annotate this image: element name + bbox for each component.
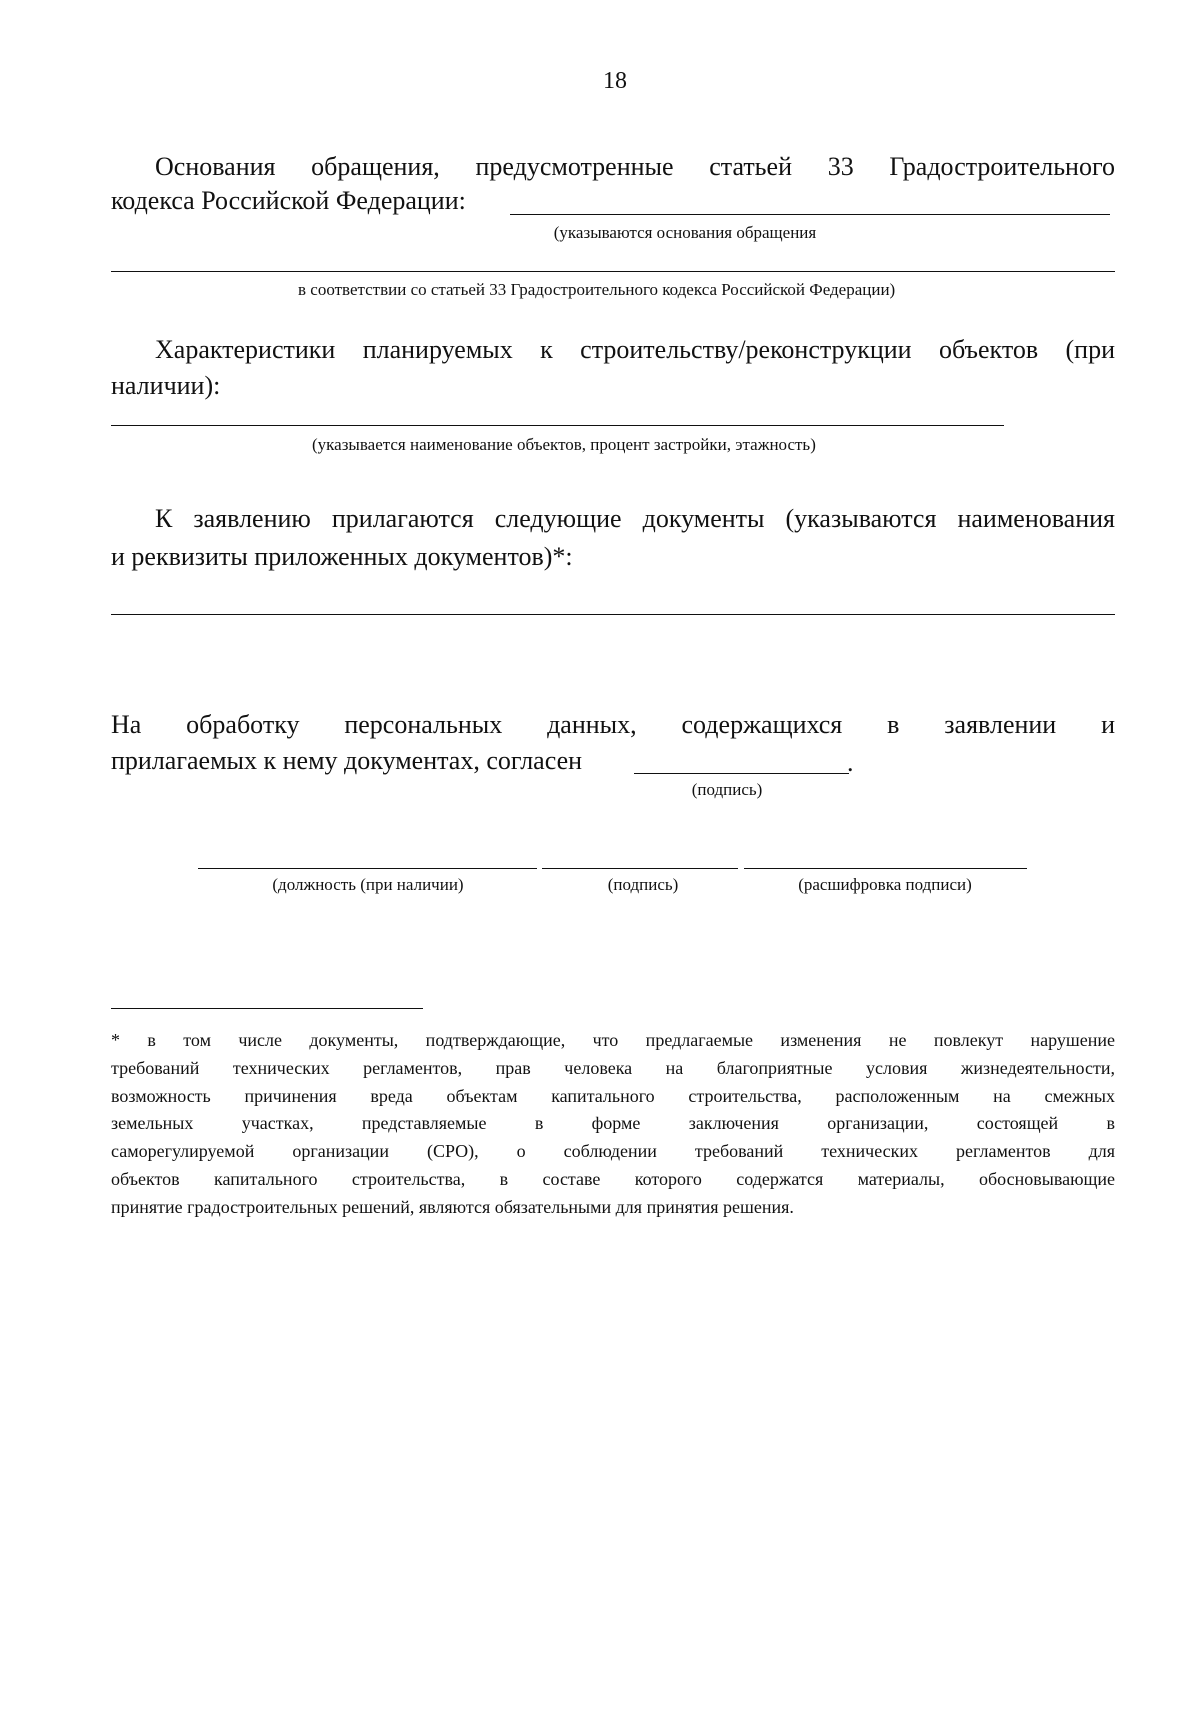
characteristics-line-2: наличии): [111,371,221,400]
footnote-line-5: саморегулируемой организации (СРО), о соблюдении требований технических регламентов для [111,1141,1115,1162]
grounds-caption-1: (указываются основания обращения [553,223,817,242]
signature-caption: (подпись) [607,875,679,894]
position-caption: (должность (при наличии) [272,875,464,894]
footnote-line-7: принятие градостроительных решений, являются обязательными для принятия решения. [111,1196,794,1217]
grounds-fill-line-1[interactable] [510,214,1110,215]
consent-signature-line[interactable] [634,773,849,774]
attachments-line-2: и реквизиты приложенных документов)*: [111,542,573,571]
grounds-caption-2: в соответствии со статьей 33 Градостроительного кодекса Российской Федерации) [298,280,896,299]
footnote-line-6: объектов капитального строительства, в составе которого содержатся материалы, обосновывающие [111,1168,1115,1189]
grounds-line-2: кодекса Российской Федерации: [111,186,466,215]
characteristics-line-1: Характеристики планируемых к строительству/реконструкции объектов (при [155,335,1115,364]
grounds-line-1: Основания обращения, предусмотренные статьей 33 Градостроительного [155,152,1115,181]
signature-decoding-caption: (расшифровка подписи) [798,875,972,894]
footnote-line-3: возможность причинения вреда объектам капитального строительства, расположенным на смежных [111,1085,1115,1106]
signature-line[interactable] [542,868,738,869]
attachments-fill-line[interactable] [111,614,1115,615]
grounds-fill-line-2[interactable] [111,271,1115,272]
characteristics-caption: (указывается наименование объектов, процент застройки, этажность) [312,435,816,454]
footnote-line-4: земельных участках, представляемые в форме заключения организации, состоящей в [111,1113,1115,1134]
footnote-line-2: требований технических регламентов, прав человека на благоприятные условия жизнедеятельности, [111,1057,1115,1078]
footnote-line-1: * в том числе документы, подтверждающие, что предлагаемые изменения не повлекут нарушение [111,1030,1115,1050]
consent-signature-caption: (подпись) [691,780,763,799]
characteristics-fill-line[interactable] [111,425,1004,426]
consent-line-2: прилагаемых к нему документах, согласен [111,746,583,775]
signature-decoding-line[interactable] [744,868,1027,869]
footnote [111,1027,1115,1222]
footnote-separator [111,1008,423,1009]
page-number: 18 [603,68,627,94]
attachments-line-1: К заявлению прилагаются следующие документы (указываются наименования [155,504,1115,533]
position-line[interactable] [198,868,537,869]
consent-period: . [847,748,854,777]
consent-line-1: На обработку персональных данных, содержащихся в заявлении и [111,710,1115,739]
